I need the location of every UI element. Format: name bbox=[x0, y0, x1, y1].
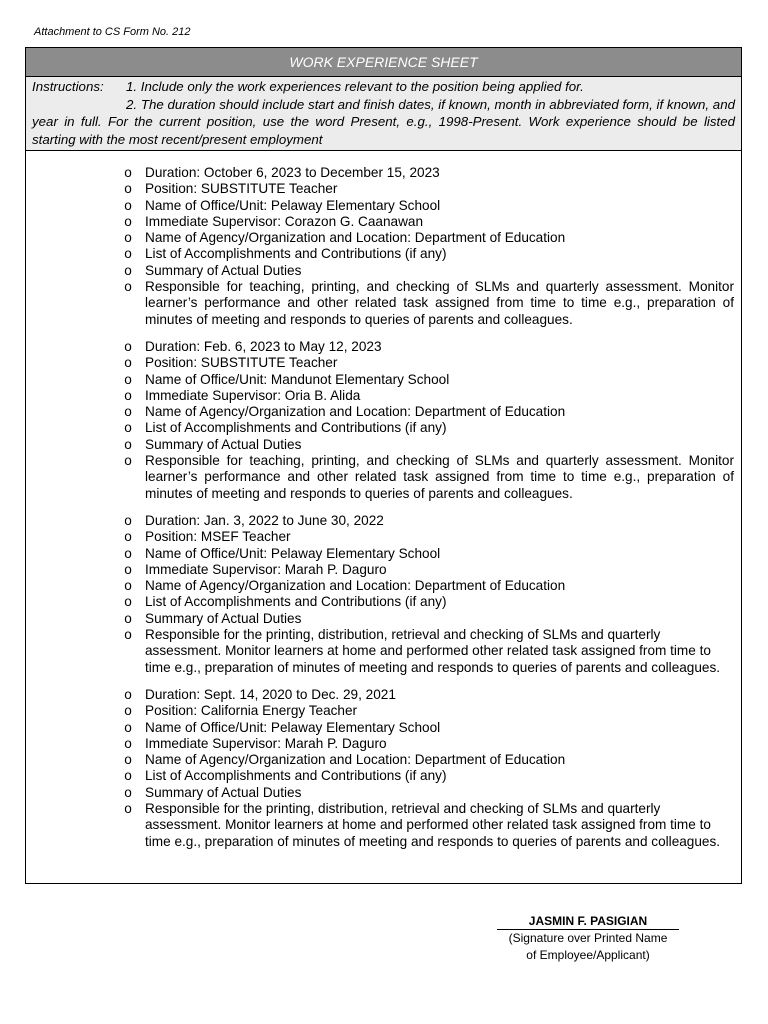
summary-row bbox=[26, 785, 735, 801]
summary-text: Summary of Actual Duties bbox=[145, 784, 302, 800]
office-text: Name of Office/Unit: Pelaway Elementary School bbox=[145, 197, 441, 213]
office-text: Name of Office/Unit: Mandunot Elementary School bbox=[145, 371, 450, 387]
signature-caption-line-1: (Signature over Printed Name bbox=[508, 931, 668, 945]
bullet-icon: o bbox=[124, 371, 132, 387]
instruction-item-2: 2. The duration should include start and finish dates, if known, month in abbreviated form, if known, and year in full. For the current position, use the word Present, e.g., 1998-Present. Work experience should be listed starting with the most recent/present employment bbox=[32, 96, 735, 147]
bullet-icon: o bbox=[124, 404, 132, 420]
accomplishments-row bbox=[26, 246, 735, 262]
work-experience-sheet bbox=[25, 47, 742, 884]
duration-text: Duration: Jan. 3, 2022 to June 30, 2022 bbox=[145, 512, 384, 528]
office-text: Name of Office/Unit: Pelaway Elementary School bbox=[145, 545, 441, 561]
supervisor-text: Immediate Supervisor: Oria B. Alida bbox=[145, 387, 361, 403]
experience-entry bbox=[26, 513, 735, 676]
bullet-icon: o bbox=[124, 387, 132, 403]
office-row bbox=[26, 720, 735, 736]
accomplishments-text: List of Accomplishments and Contributions (if any) bbox=[145, 768, 447, 784]
bullet-icon: o bbox=[124, 752, 132, 768]
duties-text: Responsible for teaching, printing, and checking of SLMs and quarterly assessment. Monitor learner’s performance and other related task assigned from time to time e.g., preparation of minutes of meeting and responds to queries of parents and colleagues. bbox=[145, 279, 734, 327]
duration-row bbox=[26, 687, 735, 703]
agency-text: Name of Agency/Organization and Location: Department of Education bbox=[145, 404, 566, 420]
accomplishments-row bbox=[26, 768, 735, 784]
supervisor-row bbox=[26, 562, 735, 578]
bullet-icon: o bbox=[124, 279, 132, 295]
summary-row bbox=[26, 611, 735, 627]
sheet-title: WORK EXPERIENCE SHEET bbox=[26, 48, 741, 77]
bullet-icon: o bbox=[124, 545, 132, 561]
summary-text: Summary of Actual Duties bbox=[145, 262, 302, 278]
entries-list bbox=[26, 151, 741, 850]
supervisor-text: Immediate Supervisor: Corazon G. Caanawan bbox=[145, 213, 424, 229]
bullet-icon: o bbox=[124, 686, 132, 702]
supervisor-text: Immediate Supervisor: Marah P. Daguro bbox=[145, 735, 387, 751]
agency-row bbox=[26, 230, 735, 246]
agency-row bbox=[26, 578, 735, 594]
position-text: Position: SUBSTITUTE Teacher bbox=[145, 355, 338, 371]
instruction-line-1 bbox=[32, 78, 735, 96]
bullet-icon: o bbox=[124, 610, 132, 626]
experience-entry bbox=[26, 687, 735, 850]
bullet-icon: o bbox=[124, 561, 132, 577]
agency-text: Name of Agency/Organization and Location: Department of Education bbox=[145, 578, 566, 594]
agency-text: Name of Agency/Organization and Location: Department of Education bbox=[145, 752, 566, 768]
bullet-icon: o bbox=[124, 246, 132, 262]
attachment-note: Attachment to CS Form No. 212 bbox=[34, 26, 191, 38]
duties-row bbox=[26, 279, 735, 328]
experience-entry bbox=[26, 165, 735, 328]
duration-text: Duration: Sept. 14, 2020 to Dec. 29, 2021 bbox=[145, 686, 396, 702]
office-row bbox=[26, 198, 735, 214]
bullet-icon: o bbox=[124, 800, 132, 816]
duties-text: Responsible for the printing, distribution, retrieval and checking of SLMs and quarterly assessment. Monitor learners at home and performed other related task assigned from time to time e.g., preparation of minutes of meeting and responds to queries of parents and colleagues. bbox=[145, 627, 721, 675]
summary-row bbox=[26, 437, 735, 453]
bullet-icon: o bbox=[124, 578, 132, 594]
duties-row bbox=[26, 801, 735, 850]
office-text: Name of Office/Unit: Pelaway Elementary School bbox=[145, 719, 441, 735]
supervisor-row bbox=[26, 388, 735, 404]
bullet-icon: o bbox=[124, 719, 132, 735]
signatory-name: JASMIN F. PASIGIAN bbox=[497, 914, 679, 930]
accomplishments-text: List of Accomplishments and Contributions (if any) bbox=[145, 594, 447, 610]
accomplishments-text: List of Accomplishments and Contributions (if any) bbox=[145, 246, 447, 262]
summary-row bbox=[26, 263, 735, 279]
position-row bbox=[26, 355, 735, 371]
duties-row bbox=[26, 453, 735, 502]
bullet-icon: o bbox=[124, 735, 132, 751]
bullet-icon: o bbox=[124, 420, 132, 436]
experience-entry bbox=[26, 339, 735, 502]
bullet-icon: o bbox=[124, 355, 132, 371]
office-row bbox=[26, 372, 735, 388]
bullet-icon: o bbox=[124, 594, 132, 610]
bullet-icon: o bbox=[124, 529, 132, 545]
bullet-icon: o bbox=[124, 262, 132, 278]
bullet-icon: o bbox=[124, 197, 132, 213]
bullet-icon: o bbox=[124, 784, 132, 800]
bullet-icon: o bbox=[124, 165, 132, 180]
position-row bbox=[26, 181, 735, 197]
office-row bbox=[26, 546, 735, 562]
position-text: Position: California Energy Teacher bbox=[145, 703, 358, 719]
position-row bbox=[26, 703, 735, 719]
instructions-box bbox=[26, 77, 741, 151]
supervisor-row bbox=[26, 736, 735, 752]
accomplishments-row bbox=[26, 594, 735, 610]
agency-text: Name of Agency/Organization and Location: Department of Education bbox=[145, 230, 566, 246]
duration-row bbox=[26, 165, 735, 181]
bullet-icon: o bbox=[124, 512, 132, 528]
duties-text: Responsible for teaching, printing, and checking of SLMs and quarterly assessment. Monitor learner’s performance and other related task assigned from time to time e.g., preparation of minutes of meeting and responds to queries of parents and colleagues. bbox=[145, 453, 734, 501]
summary-text: Summary of Actual Duties bbox=[145, 436, 302, 452]
duties-row bbox=[26, 627, 735, 676]
summary-text: Summary of Actual Duties bbox=[145, 610, 302, 626]
accomplishments-row bbox=[26, 420, 735, 436]
bullet-icon: o bbox=[124, 230, 132, 246]
bullet-icon: o bbox=[124, 703, 132, 719]
duration-text: Duration: Feb. 6, 2023 to May 12, 2023 bbox=[145, 338, 382, 354]
signature-block bbox=[497, 914, 679, 963]
supervisor-text: Immediate Supervisor: Marah P. Daguro bbox=[145, 561, 387, 577]
duties-text: Responsible for the printing, distribution, retrieval and checking of SLMs and quarterly assessment. Monitor learners at home and performed other related task assigned from time to time e.g., preparation of minutes of meeting and responds to queries of parents and colleagues. bbox=[145, 800, 721, 849]
supervisor-row bbox=[26, 214, 735, 230]
duration-text: Duration: October 6, 2023 to December 15, 2023 bbox=[145, 165, 440, 180]
position-text: Position: SUBSTITUTE Teacher bbox=[145, 181, 338, 197]
bullet-icon: o bbox=[124, 768, 132, 784]
position-row bbox=[26, 529, 735, 545]
position-text: Position: MSEF Teacher bbox=[145, 529, 291, 545]
bullet-icon: o bbox=[124, 453, 132, 469]
agency-row bbox=[26, 752, 735, 768]
duration-row bbox=[26, 339, 735, 355]
bullet-icon: o bbox=[124, 627, 132, 643]
bullet-icon: o bbox=[124, 436, 132, 452]
bullet-icon: o bbox=[124, 181, 132, 197]
duration-row bbox=[26, 513, 735, 529]
bullet-icon: o bbox=[124, 213, 132, 229]
bullet-icon: o bbox=[124, 338, 132, 354]
agency-row bbox=[26, 404, 735, 420]
signature-caption-line-2: of Employee/Applicant) bbox=[526, 947, 650, 962]
instructions-label: Instructions: bbox=[32, 79, 104, 94]
accomplishments-text: List of Accomplishments and Contributions (if any) bbox=[145, 420, 447, 436]
instruction-item-1: 1. Include only the work experiences relevant to the position being applied for. bbox=[126, 79, 584, 94]
